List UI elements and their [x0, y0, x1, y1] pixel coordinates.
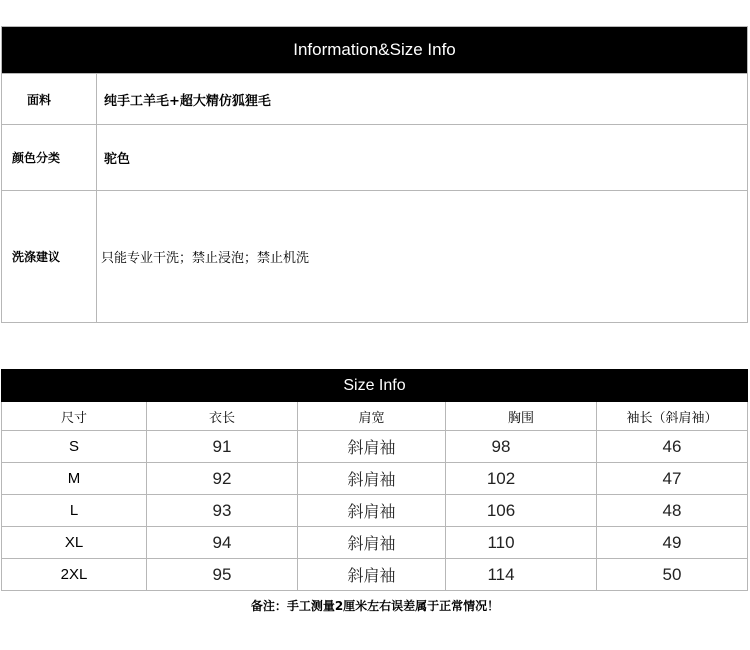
washing-value: 只能专业干洗；禁止浸泡；禁止机洗 [97, 191, 748, 323]
sleeve-cell: 50 [597, 559, 748, 591]
chest-cell: 110 [446, 527, 597, 559]
size-cell: 2XL [2, 559, 147, 591]
length-cell: 92 [147, 463, 298, 495]
fabric-label: 面料 [2, 74, 97, 125]
info-row-color [2, 125, 748, 191]
shoulder-cell: 斜肩袖 [298, 463, 446, 495]
length-cell: 95 [147, 559, 298, 591]
table-row [2, 559, 748, 591]
info-row-fabric [2, 74, 748, 125]
column-header-chest: 胸围 [446, 402, 597, 431]
size-cell: XL [2, 527, 147, 559]
shoulder-cell: 斜肩袖 [298, 495, 446, 527]
shoulder-cell: 斜肩袖 [298, 527, 446, 559]
size-table-header-row [2, 402, 748, 431]
sleeve-cell: 49 [597, 527, 748, 559]
color-label: 颜色分类 [2, 125, 97, 191]
fabric-value: 纯手工羊毛+超大精仿狐狸毛 [97, 74, 748, 125]
table-row [2, 431, 748, 463]
sleeve-cell: 46 [597, 431, 748, 463]
info-table-title: Information&Size Info [2, 27, 748, 74]
chest-cell: 98 [446, 431, 597, 463]
table-row [2, 527, 748, 559]
table-row [2, 463, 748, 495]
sleeve-cell: 47 [597, 463, 748, 495]
shoulder-cell: 斜肩袖 [298, 559, 446, 591]
size-cell: M [2, 463, 147, 495]
chest-cell: 114 [446, 559, 597, 591]
column-header-sleeve: 袖长（斜肩袖） [597, 402, 748, 431]
color-value: 驼色 [97, 125, 748, 191]
measurement-note: 备注：手工测量2厘米左右误差属于正常情况！ [250, 599, 500, 613]
size-cell: S [2, 431, 147, 463]
length-cell: 93 [147, 495, 298, 527]
chest-cell: 102 [446, 463, 597, 495]
length-cell: 94 [147, 527, 298, 559]
product-info-table [1, 26, 748, 323]
info-row-washing [2, 191, 748, 323]
shoulder-cell: 斜肩袖 [298, 431, 446, 463]
size-table-title: Size Info [2, 370, 748, 402]
column-header-size: 尺寸 [2, 402, 147, 431]
length-cell: 91 [147, 431, 298, 463]
size-cell: L [2, 495, 147, 527]
sleeve-cell: 48 [597, 495, 748, 527]
size-chart-table [1, 369, 748, 591]
table-row [2, 495, 748, 527]
column-header-length: 衣长 [147, 402, 298, 431]
chest-cell: 106 [446, 495, 597, 527]
washing-label: 洗涤建议 [2, 191, 97, 323]
column-header-shoulder: 肩宽 [298, 402, 446, 431]
